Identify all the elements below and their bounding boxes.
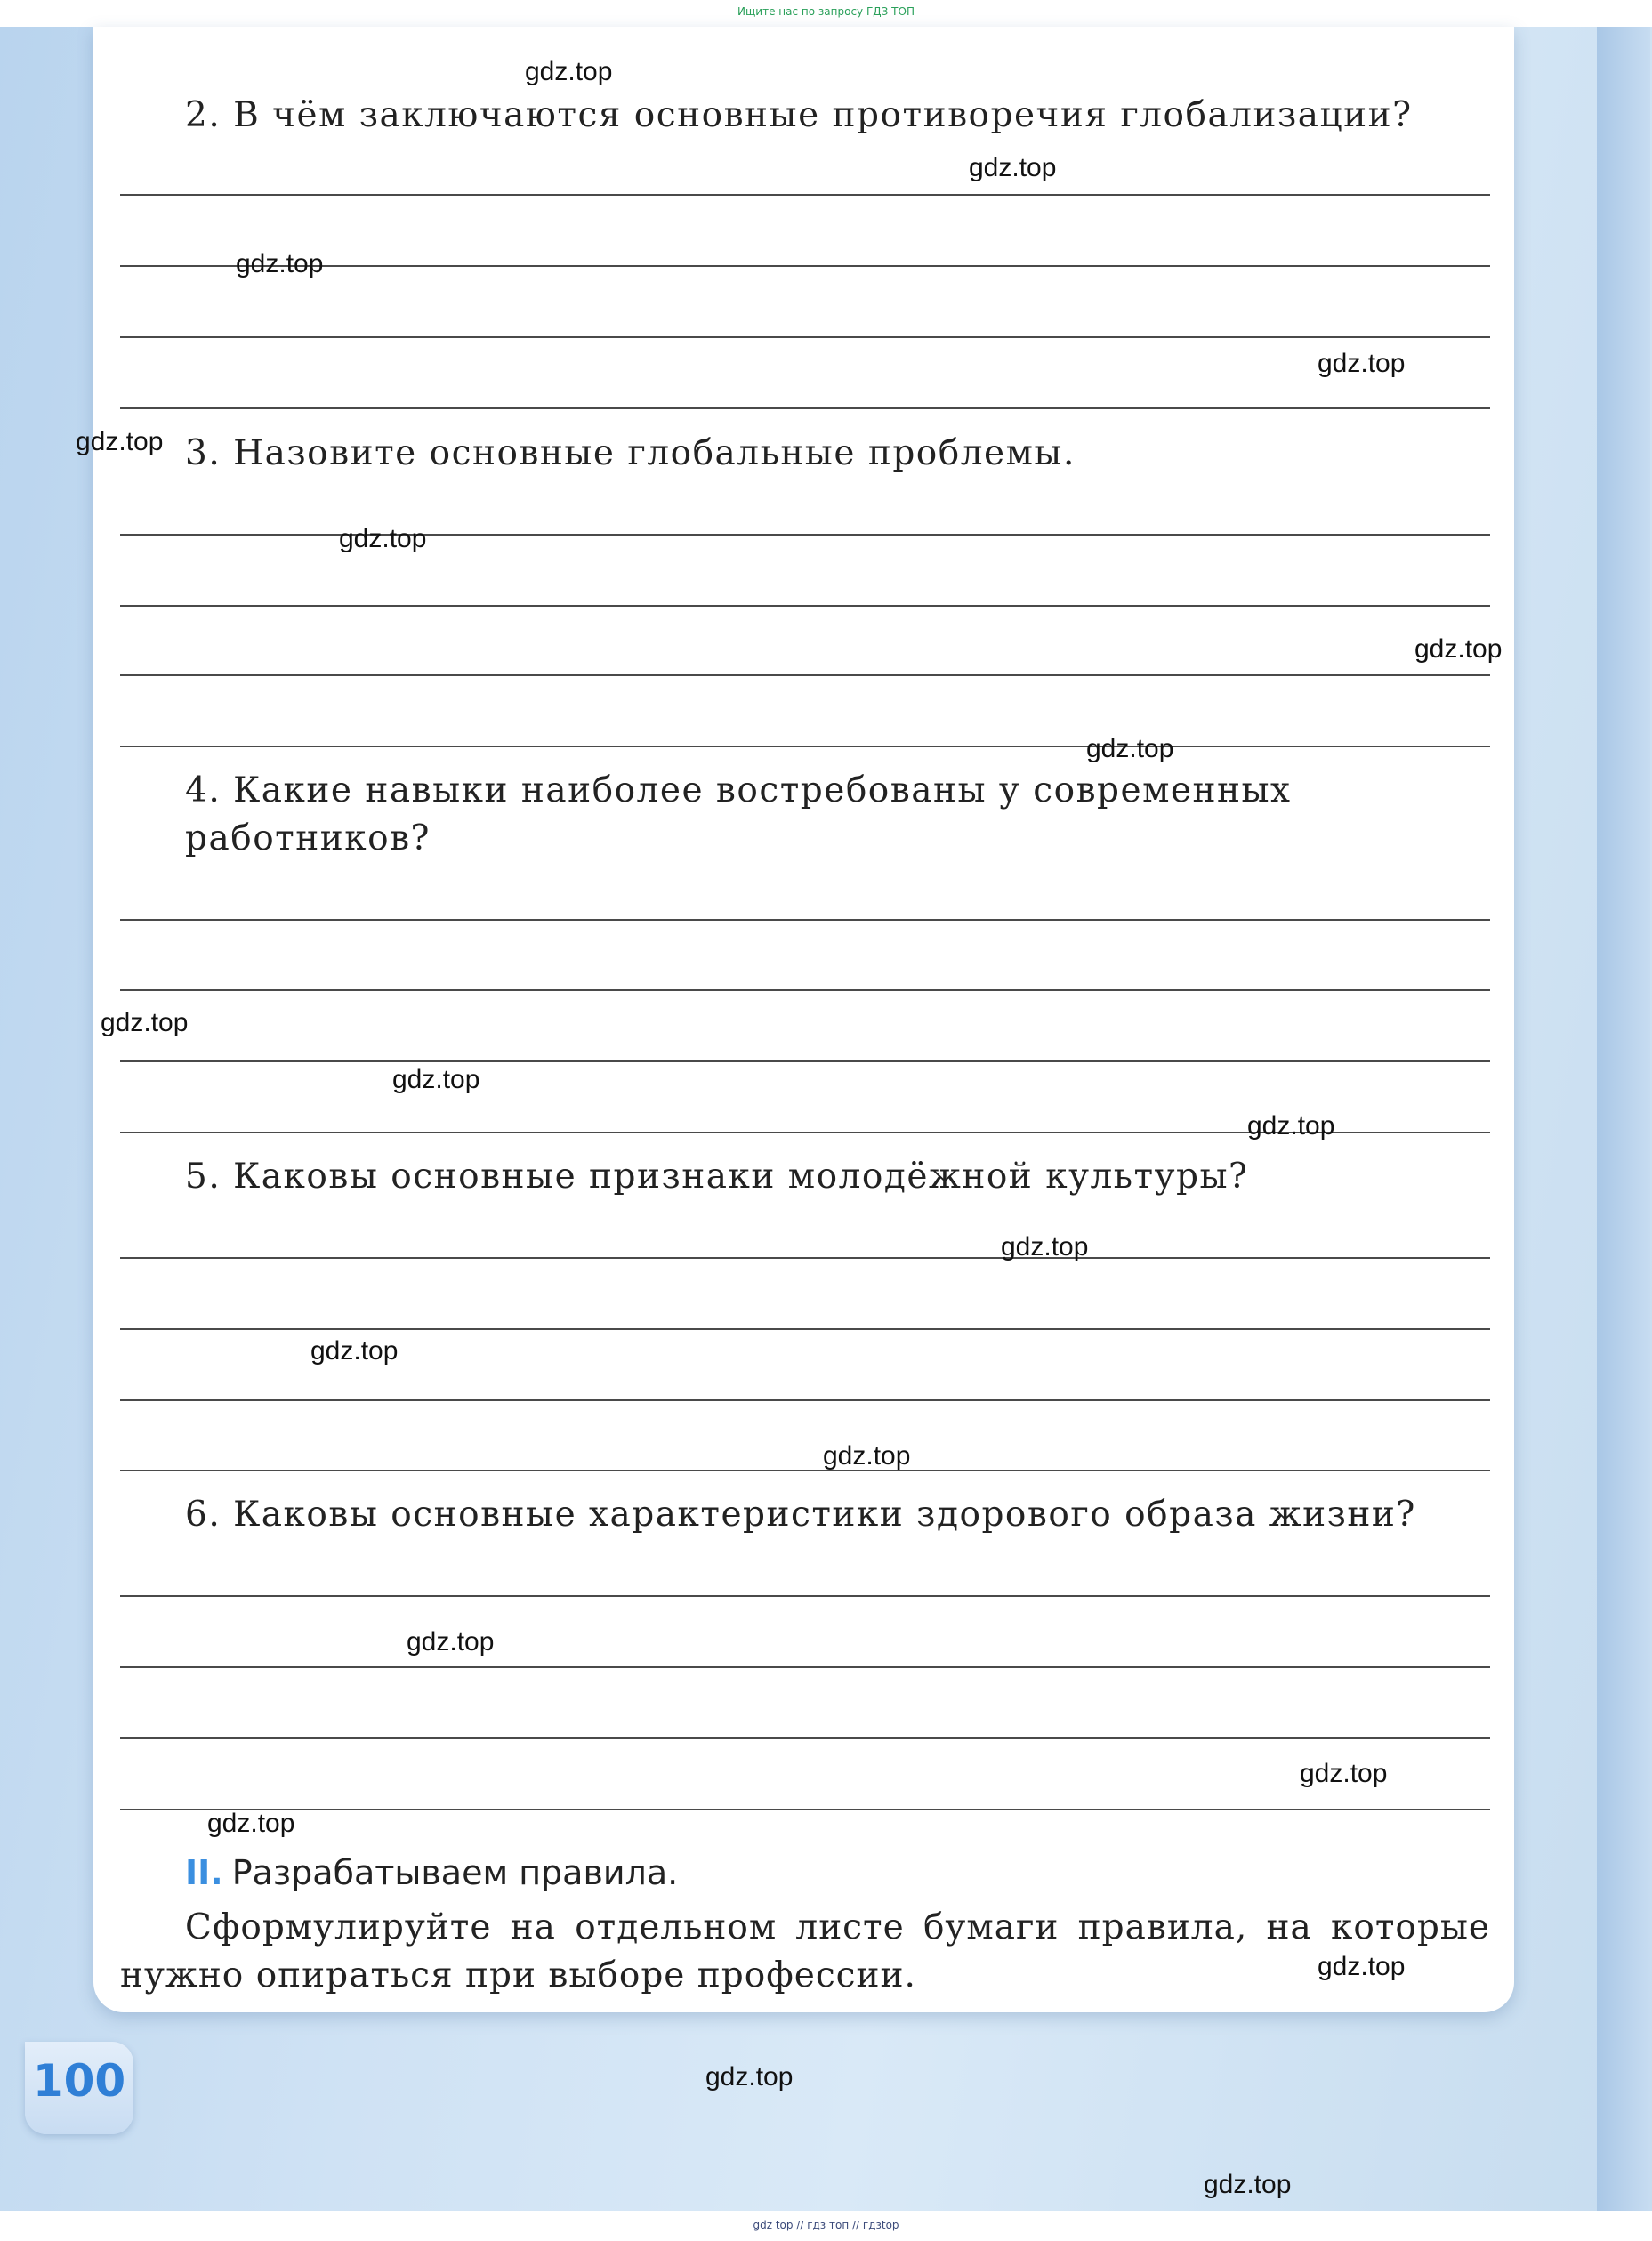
answer-line[interactable] [120, 1328, 1490, 1330]
watermark: gdz.top [823, 1441, 911, 1471]
answer-line[interactable] [120, 1060, 1490, 1062]
answer-line[interactable] [120, 674, 1490, 676]
section-title: Разрабатываем правила. [231, 1853, 679, 1892]
answer-line[interactable] [120, 919, 1490, 921]
watermark: gdz.top [1318, 1952, 1406, 1981]
answer-line[interactable] [120, 1666, 1490, 1668]
watermark: gdz.top [1001, 1232, 1089, 1262]
watermark: gdz.top [1318, 349, 1406, 378]
answer-line[interactable] [120, 1399, 1490, 1401]
question-2: 2. В чём заключаются основные противоречия глобализации? [185, 95, 1413, 135]
watermark: gdz.top [705, 2062, 794, 2092]
watermark: gdz.top [76, 427, 164, 456]
page-spine [1597, 27, 1650, 2211]
question-4: 4. Какие навыки наиболее востребованы у современных работников? [185, 770, 1292, 859]
task-text: Сформулируйте на отдельном листе бумаги правила, на которые нужно опираться при выборе профессии. [120, 1907, 1490, 1995]
question-5: 5. Каковы основные признаки молодёжной культуры? [185, 1157, 1249, 1197]
answer-line[interactable] [120, 407, 1490, 409]
watermark: gdz.top [392, 1065, 480, 1094]
answer-line[interactable] [120, 989, 1490, 991]
answer-line[interactable] [120, 194, 1490, 196]
question-3: 3. Назовите основные глобальные проблемы. [185, 433, 1076, 473]
answer-line[interactable] [120, 265, 1490, 267]
watermark: gdz.top [969, 153, 1057, 182]
answer-line[interactable] [120, 534, 1490, 536]
watermark: gdz.top [1204, 2170, 1292, 2199]
answer-line[interactable] [120, 1737, 1490, 1739]
question-6: 6. Каковы основные характеристики здорового образа жизни? [185, 1495, 1416, 1535]
answer-line[interactable] [120, 605, 1490, 607]
watermark: gdz.top [525, 57, 613, 86]
answer-line[interactable] [120, 1595, 1490, 1597]
answer-line[interactable] [120, 746, 1490, 747]
footer-hint: gdz top // гдз топ // гдзtop [753, 2219, 899, 2231]
answer-line[interactable] [120, 336, 1490, 338]
watermark: gdz.top [1247, 1111, 1335, 1141]
page-number: 100 [32, 2055, 126, 2107]
answer-line[interactable] [120, 1257, 1490, 1259]
search-hint: Ищите нас по запросу ГДЗ ТОП [737, 5, 915, 18]
watermark: gdz.top [1414, 634, 1503, 664]
section-heading [185, 1853, 678, 1892]
answer-line[interactable] [120, 1470, 1490, 1471]
worksheet-card [93, 27, 1514, 2012]
watermark: gdz.top [407, 1627, 495, 1657]
answer-line[interactable] [120, 1809, 1490, 1810]
watermark: gdz.top [207, 1809, 295, 1838]
watermark: gdz.top [339, 524, 427, 553]
section-number: II. [185, 1853, 223, 1892]
watermark: gdz.top [310, 1336, 399, 1366]
watermark: gdz.top [101, 1008, 189, 1037]
watermark: gdz.top [1086, 734, 1174, 763]
watermark: gdz.top [236, 249, 324, 278]
watermark: gdz.top [1300, 1759, 1388, 1788]
